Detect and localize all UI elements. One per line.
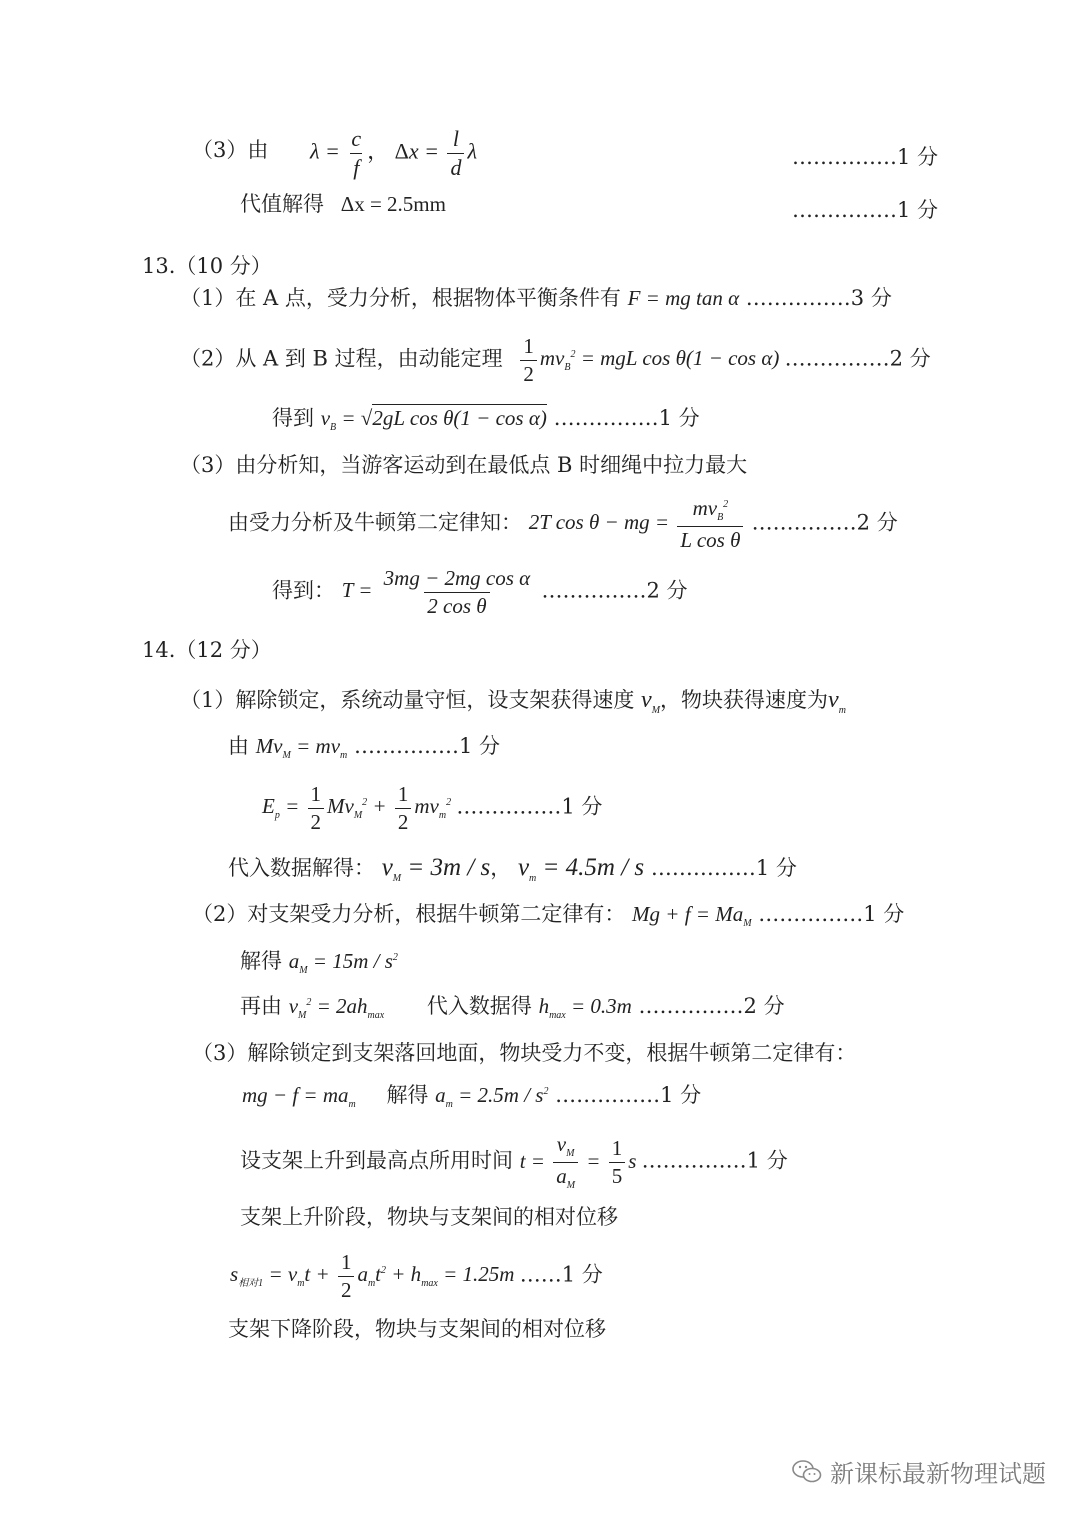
q14-ep-formula: $E_p$ = $\frac{1}{2}$ $Mv_M^2$ + $\frac{1}{2}$ $mv_m^2$	[262, 782, 452, 834]
q14-part3d: 支架上升阶段，物块与支架间的相对位移	[240, 1205, 618, 1229]
q13-part2: （2）从 A 到 B 过程，由动能定理 $\frac{1}{2}$ $mv_B^2$ = mgL cos θ(1 − cos α) ……………2 分	[180, 334, 931, 386]
q13-heading: 13.（10 分）	[142, 254, 272, 278]
q14-part2: （2）对支架受力分析，根据牛顿第二定律有： $Mg + f = Ma_M$ ……………1 分	[192, 902, 905, 930]
q14-part1: （1）解除锁定，系统动量守恒，设支架获得速度 $v_M$，物块获得速度为$v_m$	[180, 687, 846, 716]
q14-part3: （3）解除锁定到支架落回地面，物块受力不变，根据牛顿第二定律有：	[192, 1041, 857, 1065]
q14-part1b: 由 $Mv_M = mv_m$ ……………1 分	[228, 734, 500, 762]
q14-part2c: 再由 $v_M^2 = 2ah_{max}$ 代入数据得 $h_{max} = 0.3m$ ……………2 分	[240, 994, 785, 1022]
q13-part2b: 得到 $v_B = √2gL$ cos θ(1 − cos α) ……………1 分	[272, 406, 700, 434]
q14-time-formula: t = $\frac{v_M}{a_M}$ = $\frac{1}{5}$ s	[519, 1132, 642, 1192]
q14-part3b: mg − $f = ma_m$ 解得 $a_m = 2.5m / s^2$ ……………1 分	[242, 1083, 702, 1111]
q13-tension-formula: 2T cos θ − mg = $\frac{mv_B^2}{\text{L cos θ}}$	[529, 510, 752, 534]
q14-part1d: 代入数据解得： $v_M = 3m / s$， $v_m = 4.5m / s$ ……………1 分	[228, 854, 797, 884]
q12-score-2: ……………1 分	[792, 198, 939, 222]
q14-displacement-formula: $s_{相对1} = v_mt$ + $\frac{1}{2}$ $a_mt^2 + h_{max} = 1.25m$	[230, 1250, 520, 1302]
watermark-text: 新课标最新物理试题	[830, 1460, 1046, 1488]
q13-part3c: 得到： T = $\frac{\text{3mg − 2mg cos α}}{\text{2 cos θ}}$ ……………2 分	[272, 566, 688, 618]
q12-score-1: ……………1 分	[792, 145, 939, 169]
q12-formula-lambda: λ = $\frac{c}{f}$ ， Δx = $\frac{l}{d}$ λ	[310, 126, 477, 180]
q13-energy-formula: $\frac{1}{2}$ $mv_B^2$ = mgL cos θ(1 − cos α)	[517, 346, 784, 370]
q13-part3: （3）由分析知，当游客运动到在最低点 B 时细绳中拉力最大	[180, 453, 748, 477]
q14-part3f: 支架下降阶段，物块与支架间的相对位移	[228, 1317, 606, 1341]
q12-part3b-line: 代值解得 Δx = 2.5mm	[240, 192, 446, 216]
q13-part3b: 由受力分析及牛顿第二定律知： 2T cos θ − mg = $\frac{mv_B^2}{\text{L cos θ}}$ ……………2 分	[228, 496, 898, 553]
q12-result: Δx = 2.5mm	[340, 192, 446, 216]
q14-part3e: $s_{相对1} = v_mt$ + $\frac{1}{2}$ $a_mt^2 + h_{max} = 1.25m$ ……1 分	[230, 1250, 603, 1302]
q14-part2b: 解得 $a_M = 15m / s^2$	[240, 949, 398, 977]
q13-part1: （1）在 A 点，受力分析，根据物体平衡条件有 F = mg tan α ……………3 分	[180, 286, 892, 310]
q14-heading: 14.（12 分）	[142, 638, 272, 662]
watermark	[792, 1454, 1046, 1489]
q14-part1c: $E_p$ = $\frac{1}{2}$ $Mv_M^2$ + $\frac{1}{2}$ $mv_m^2$ ……………1 分	[262, 782, 603, 834]
q14-part3c: 设支架上升到最高点所用时间 t = $\frac{v_M}{a_M}$ = $\frac{1}{5}$ s ……………1 分	[240, 1132, 788, 1192]
q13-T-formula: T = $\frac{\text{3mg − 2mg cos α}}{\text{2 cos θ}}$	[341, 566, 531, 618]
q13-vb-formula: $v_B = √2gL$ cos θ(1 − cos α)	[320, 406, 547, 434]
q12-part3-line	[192, 140, 268, 161]
wechat-icon	[792, 1459, 822, 1485]
q12-part3-label: （3）由	[192, 138, 269, 162]
